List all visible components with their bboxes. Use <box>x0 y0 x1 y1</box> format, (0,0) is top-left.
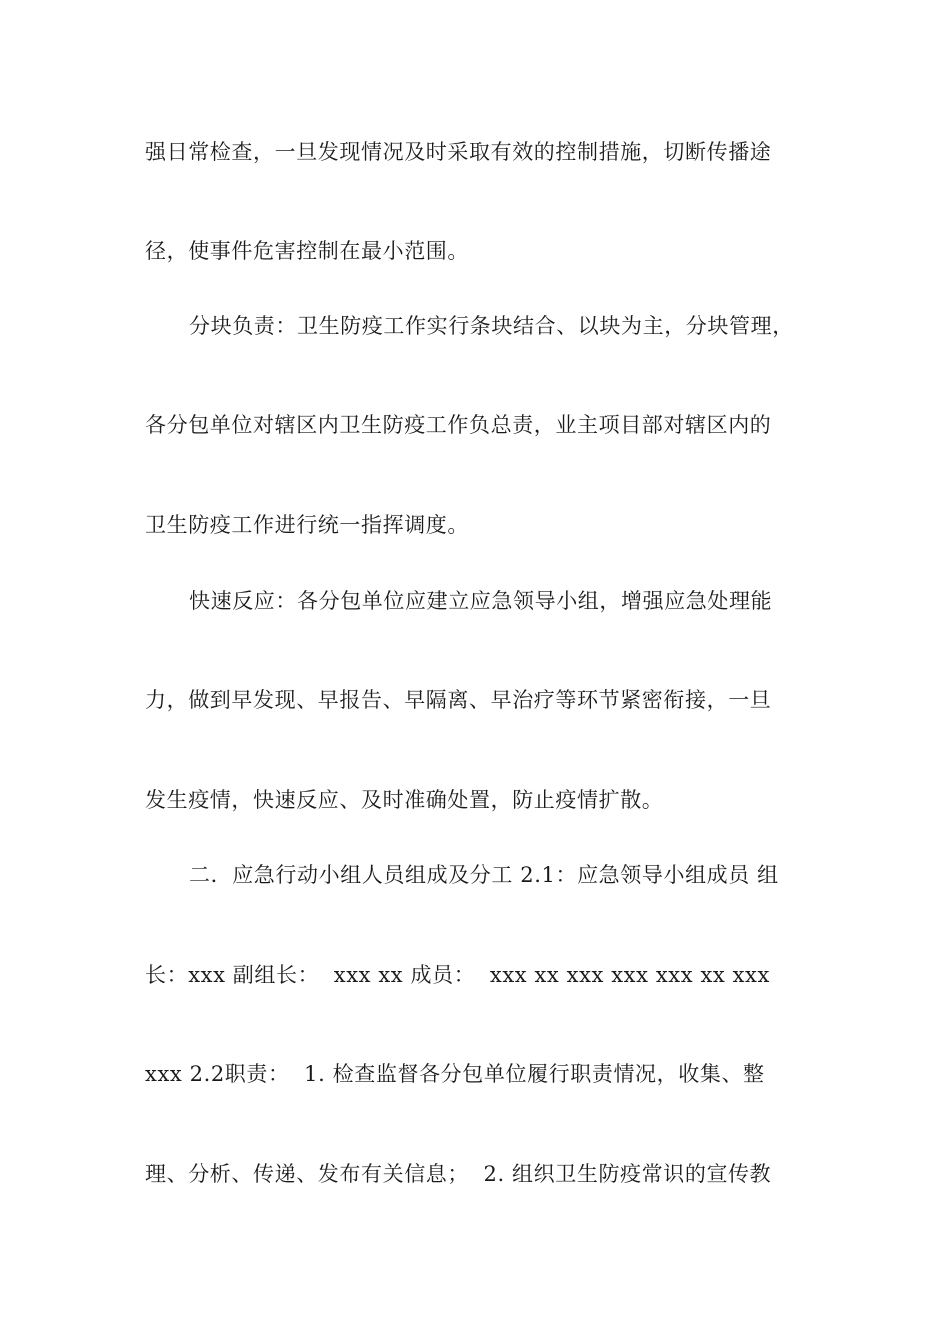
paragraph-line-8: 发生疫情，快速反应、及时准确处置，防止疫情扩散。 <box>145 788 664 812</box>
paragraph-line-7: 力，做到早发现、早报告、早隔离、早治疗等环节紧密衔接，一旦 <box>145 688 772 712</box>
paragraph-line-9: 二．应急行动小组人员组成及分工 2.1：应急领导小组成员 组 <box>189 863 779 887</box>
paragraph-line-10: 长：xxx 副组长： xxx xx 成员： xxx xx xxx xxx xxx xx xxx <box>145 963 770 987</box>
paragraph-line-12: 理、分析、传递、发布有关信息； 2. 组织卫生防疫常识的宣传教 <box>145 1162 772 1186</box>
paragraph-line-2: 径，使事件危害控制在最小范围。 <box>145 239 469 263</box>
paragraph-line-11: xxx 2.2职责： 1. 检查监督各分包单位履行职责情况，收集、整 <box>145 1062 765 1086</box>
paragraph-line-4: 各分包单位对辖区内卫生防疫工作负总责，业主项目部对辖区内的 <box>145 413 772 437</box>
paragraph-line-6: 快速反应：各分包单位应建立应急领导小组，增强应急处理能 <box>189 589 773 613</box>
paragraph-line-3: 分块负责：卫生防疫工作实行条块结合、以块为主，分块管理， <box>189 314 794 338</box>
paragraph-line-5: 卫生防疫工作进行统一指挥调度。 <box>145 513 469 537</box>
paragraph-line-1: 强日常检查，一旦发现情况及时采取有效的控制措施，切断传播途 <box>145 140 772 164</box>
